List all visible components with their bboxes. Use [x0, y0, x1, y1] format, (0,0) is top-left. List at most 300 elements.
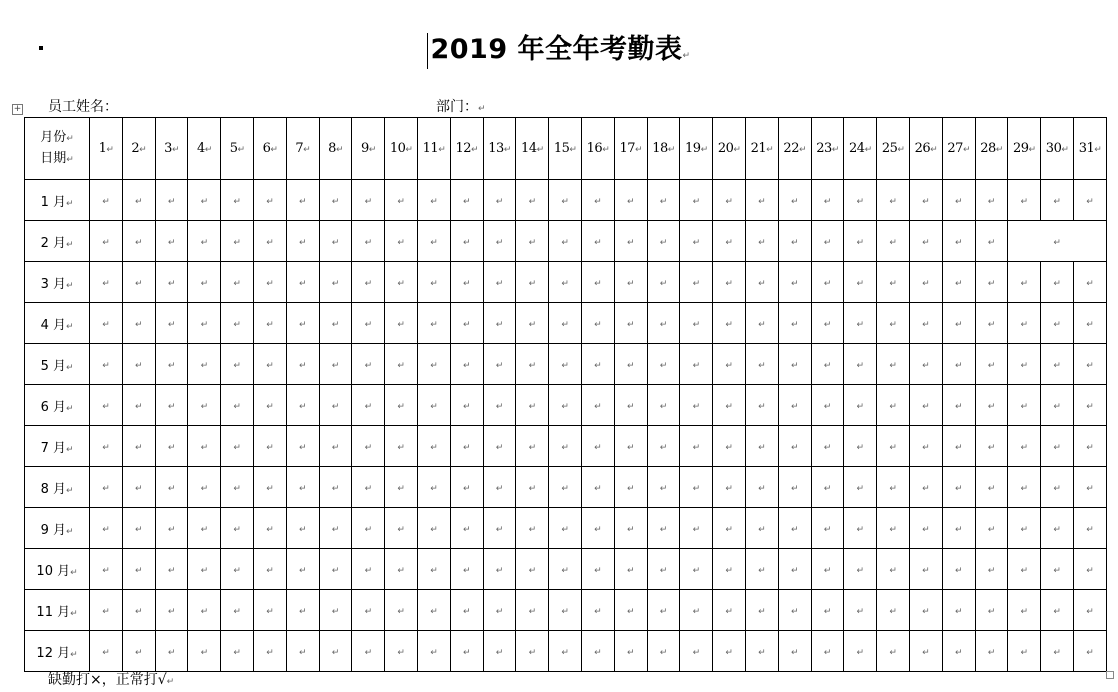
attendance-cell[interactable] — [614, 221, 647, 262]
month-label-cell[interactable] — [25, 631, 90, 672]
attendance-cell[interactable] — [713, 303, 746, 344]
attendance-cell[interactable] — [319, 426, 352, 467]
attendance-cell[interactable] — [188, 180, 221, 221]
attendance-cell[interactable] — [844, 426, 877, 467]
attendance-cell[interactable] — [582, 631, 615, 672]
attendance-cell[interactable] — [877, 180, 910, 221]
attendance-cell[interactable] — [516, 426, 549, 467]
attendance-cell[interactable] — [811, 180, 844, 221]
attendance-cell[interactable] — [450, 180, 483, 221]
attendance-cell[interactable] — [877, 262, 910, 303]
attendance-cell[interactable] — [549, 508, 582, 549]
attendance-cell[interactable] — [680, 262, 713, 303]
attendance-cell[interactable] — [319, 631, 352, 672]
attendance-cell[interactable] — [516, 508, 549, 549]
attendance-cell[interactable] — [385, 303, 418, 344]
attendance-cell[interactable] — [188, 385, 221, 426]
attendance-cell[interactable] — [582, 385, 615, 426]
attendance-cell[interactable] — [844, 221, 877, 262]
attendance-cell[interactable] — [155, 508, 188, 549]
attendance-cell[interactable] — [418, 180, 451, 221]
attendance-cell[interactable] — [1074, 631, 1107, 672]
attendance-cell[interactable] — [1041, 303, 1074, 344]
attendance-cell[interactable] — [319, 180, 352, 221]
attendance-cell[interactable] — [155, 221, 188, 262]
attendance-cell[interactable] — [910, 262, 943, 303]
attendance-cell[interactable] — [975, 590, 1008, 631]
attendance-cell[interactable] — [680, 180, 713, 221]
attendance-cell[interactable] — [549, 467, 582, 508]
attendance-cell[interactable] — [155, 180, 188, 221]
attendance-cell[interactable] — [746, 303, 779, 344]
merged-empty-cell[interactable] — [1074, 508, 1107, 549]
attendance-cell[interactable] — [122, 508, 155, 549]
month-label-cell[interactable] — [25, 344, 90, 385]
attendance-cell[interactable] — [1041, 631, 1074, 672]
attendance-cell[interactable] — [1074, 426, 1107, 467]
attendance-cell[interactable] — [713, 549, 746, 590]
attendance-cell[interactable] — [221, 262, 254, 303]
attendance-cell[interactable] — [188, 590, 221, 631]
attendance-cell[interactable] — [418, 590, 451, 631]
attendance-cell[interactable] — [221, 549, 254, 590]
attendance-cell[interactable] — [877, 303, 910, 344]
attendance-cell[interactable] — [910, 549, 943, 590]
attendance-cell[interactable] — [286, 426, 319, 467]
attendance-cell[interactable] — [319, 549, 352, 590]
attendance-cell[interactable] — [910, 426, 943, 467]
attendance-cell[interactable] — [877, 426, 910, 467]
attendance-cell[interactable] — [549, 262, 582, 303]
attendance-cell[interactable] — [90, 262, 123, 303]
attendance-cell[interactable] — [286, 631, 319, 672]
attendance-cell[interactable] — [877, 508, 910, 549]
attendance-cell[interactable] — [352, 549, 385, 590]
attendance-cell[interactable] — [188, 508, 221, 549]
attendance-cell[interactable] — [680, 508, 713, 549]
attendance-cell[interactable] — [614, 508, 647, 549]
attendance-cell[interactable] — [680, 590, 713, 631]
day-header-cell[interactable] — [319, 118, 352, 180]
attendance-cell[interactable] — [286, 590, 319, 631]
attendance-cell[interactable] — [647, 508, 680, 549]
attendance-cell[interactable] — [549, 385, 582, 426]
attendance-cell[interactable] — [975, 262, 1008, 303]
attendance-cell[interactable] — [221, 303, 254, 344]
attendance-cell[interactable] — [286, 180, 319, 221]
attendance-cell[interactable] — [549, 344, 582, 385]
attendance-cell[interactable] — [1041, 262, 1074, 303]
day-header-cell[interactable] — [713, 118, 746, 180]
attendance-cell[interactable] — [844, 549, 877, 590]
attendance-cell[interactable] — [647, 549, 680, 590]
attendance-cell[interactable] — [188, 549, 221, 590]
day-header-cell[interactable] — [221, 118, 254, 180]
attendance-cell[interactable] — [713, 631, 746, 672]
attendance-cell[interactable] — [483, 549, 516, 590]
attendance-cell[interactable] — [90, 344, 123, 385]
day-header-cell[interactable] — [254, 118, 287, 180]
attendance-cell[interactable] — [286, 467, 319, 508]
attendance-cell[interactable] — [614, 385, 647, 426]
attendance-cell[interactable] — [286, 303, 319, 344]
attendance-cell[interactable] — [155, 344, 188, 385]
attendance-cell[interactable] — [1008, 467, 1041, 508]
attendance-cell[interactable] — [713, 262, 746, 303]
attendance-cell[interactable] — [811, 303, 844, 344]
table-resize-handle[interactable] — [1106, 671, 1114, 679]
attendance-cell[interactable] — [319, 303, 352, 344]
attendance-cell[interactable] — [778, 180, 811, 221]
month-label-cell[interactable] — [25, 385, 90, 426]
attendance-cell[interactable] — [942, 590, 975, 631]
day-header-cell[interactable] — [286, 118, 319, 180]
attendance-cell[interactable] — [844, 262, 877, 303]
attendance-cell[interactable] — [680, 385, 713, 426]
attendance-cell[interactable] — [385, 426, 418, 467]
day-header-cell[interactable] — [614, 118, 647, 180]
attendance-cell[interactable] — [352, 590, 385, 631]
attendance-cell[interactable] — [254, 303, 287, 344]
attendance-cell[interactable] — [877, 385, 910, 426]
attendance-cell[interactable] — [188, 344, 221, 385]
attendance-cell[interactable] — [1041, 180, 1074, 221]
attendance-cell[interactable] — [122, 221, 155, 262]
attendance-cell[interactable] — [713, 344, 746, 385]
attendance-cell[interactable] — [582, 549, 615, 590]
attendance-cell[interactable] — [713, 426, 746, 467]
attendance-cell[interactable] — [1041, 508, 1074, 549]
attendance-cell[interactable] — [516, 467, 549, 508]
attendance-cell[interactable] — [450, 303, 483, 344]
attendance-cell[interactable] — [582, 303, 615, 344]
attendance-cell[interactable] — [1008, 631, 1041, 672]
attendance-cell[interactable] — [582, 590, 615, 631]
attendance-cell[interactable] — [778, 221, 811, 262]
attendance-cell[interactable] — [286, 508, 319, 549]
attendance-cell[interactable] — [319, 590, 352, 631]
attendance-cell[interactable] — [1041, 344, 1074, 385]
day-header-cell[interactable] — [90, 118, 123, 180]
attendance-cell[interactable] — [155, 426, 188, 467]
day-header-cell[interactable] — [942, 118, 975, 180]
attendance-cell[interactable] — [352, 385, 385, 426]
attendance-cell[interactable] — [910, 344, 943, 385]
attendance-cell[interactable] — [1008, 385, 1041, 426]
attendance-cell[interactable] — [1074, 180, 1107, 221]
day-header-cell[interactable] — [910, 118, 943, 180]
attendance-cell[interactable] — [483, 303, 516, 344]
attendance-cell[interactable] — [614, 631, 647, 672]
attendance-cell[interactable] — [286, 221, 319, 262]
attendance-cell[interactable] — [647, 631, 680, 672]
attendance-cell[interactable] — [746, 631, 779, 672]
corner-cell[interactable] — [25, 118, 90, 180]
day-header-cell[interactable] — [1041, 118, 1074, 180]
attendance-cell[interactable] — [942, 426, 975, 467]
day-header-cell[interactable] — [418, 118, 451, 180]
day-header-cell[interactable] — [811, 118, 844, 180]
attendance-cell[interactable] — [844, 590, 877, 631]
attendance-cell[interactable] — [385, 262, 418, 303]
attendance-cell[interactable] — [385, 467, 418, 508]
attendance-cell[interactable] — [1074, 467, 1107, 508]
attendance-cell[interactable] — [385, 508, 418, 549]
attendance-cell[interactable] — [975, 467, 1008, 508]
attendance-cell[interactable] — [352, 508, 385, 549]
attendance-cell[interactable] — [1008, 590, 1041, 631]
merged-empty-cell[interactable] — [1074, 385, 1107, 426]
department-field[interactable] — [436, 98, 486, 118]
attendance-cell[interactable] — [254, 590, 287, 631]
attendance-cell[interactable] — [254, 344, 287, 385]
attendance-cell[interactable] — [582, 344, 615, 385]
attendance-cell[interactable] — [1008, 508, 1041, 549]
attendance-cell[interactable] — [1041, 590, 1074, 631]
attendance-cell[interactable] — [1008, 262, 1041, 303]
day-header-cell[interactable] — [122, 118, 155, 180]
attendance-cell[interactable] — [746, 590, 779, 631]
day-header-cell[interactable] — [647, 118, 680, 180]
attendance-cell[interactable] — [418, 631, 451, 672]
day-header-cell[interactable] — [352, 118, 385, 180]
attendance-cell[interactable] — [778, 508, 811, 549]
attendance-cell[interactable] — [352, 426, 385, 467]
attendance-cell[interactable] — [713, 467, 746, 508]
attendance-cell[interactable] — [549, 426, 582, 467]
attendance-cell[interactable] — [319, 221, 352, 262]
attendance-cell[interactable] — [713, 590, 746, 631]
attendance-cell[interactable] — [844, 344, 877, 385]
day-header-cell[interactable] — [385, 118, 418, 180]
attendance-cell[interactable] — [910, 508, 943, 549]
attendance-cell[interactable] — [450, 631, 483, 672]
attendance-cell[interactable] — [352, 344, 385, 385]
attendance-cell[interactable] — [746, 467, 779, 508]
day-header-cell[interactable] — [450, 118, 483, 180]
attendance-cell[interactable] — [1008, 303, 1041, 344]
attendance-cell[interactable] — [483, 467, 516, 508]
attendance-cell[interactable] — [942, 385, 975, 426]
attendance-cell[interactable] — [910, 590, 943, 631]
attendance-cell[interactable] — [811, 508, 844, 549]
attendance-cell[interactable] — [746, 344, 779, 385]
attendance-cell[interactable] — [1008, 180, 1041, 221]
attendance-cell[interactable] — [647, 180, 680, 221]
attendance-cell[interactable] — [746, 508, 779, 549]
attendance-cell[interactable] — [155, 549, 188, 590]
attendance-cell[interactable] — [844, 467, 877, 508]
attendance-cell[interactable] — [319, 262, 352, 303]
attendance-cell[interactable] — [778, 590, 811, 631]
day-header-cell[interactable] — [1008, 118, 1041, 180]
attendance-cell[interactable] — [450, 344, 483, 385]
month-label-cell[interactable] — [25, 508, 90, 549]
attendance-cell[interactable] — [746, 385, 779, 426]
attendance-cell[interactable] — [1074, 549, 1107, 590]
attendance-cell[interactable] — [975, 303, 1008, 344]
attendance-cell[interactable] — [221, 590, 254, 631]
attendance-cell[interactable] — [385, 631, 418, 672]
month-label-cell[interactable] — [25, 221, 90, 262]
attendance-cell[interactable] — [155, 262, 188, 303]
month-label-cell[interactable] — [25, 426, 90, 467]
attendance-cell[interactable] — [811, 549, 844, 590]
month-label-cell[interactable] — [25, 590, 90, 631]
day-header-cell[interactable] — [483, 118, 516, 180]
attendance-cell[interactable] — [254, 262, 287, 303]
attendance-cell[interactable] — [614, 426, 647, 467]
attendance-cell[interactable] — [582, 426, 615, 467]
attendance-cell[interactable] — [122, 344, 155, 385]
attendance-cell[interactable] — [385, 221, 418, 262]
attendance-cell[interactable] — [90, 180, 123, 221]
attendance-cell[interactable] — [90, 631, 123, 672]
attendance-cell[interactable] — [155, 590, 188, 631]
attendance-cell[interactable] — [516, 221, 549, 262]
attendance-cell[interactable] — [647, 303, 680, 344]
attendance-cell[interactable] — [844, 631, 877, 672]
day-header-cell[interactable] — [844, 118, 877, 180]
attendance-cell[interactable] — [90, 549, 123, 590]
attendance-cell[interactable] — [680, 631, 713, 672]
attendance-cell[interactable] — [680, 221, 713, 262]
attendance-cell[interactable] — [910, 385, 943, 426]
attendance-cell[interactable] — [221, 221, 254, 262]
attendance-cell[interactable] — [516, 180, 549, 221]
attendance-cell[interactable] — [549, 221, 582, 262]
day-header-cell[interactable] — [746, 118, 779, 180]
attendance-cell[interactable] — [221, 385, 254, 426]
attendance-cell[interactable] — [450, 221, 483, 262]
attendance-cell[interactable] — [746, 426, 779, 467]
attendance-cell[interactable] — [1041, 426, 1074, 467]
attendance-cell[interactable] — [975, 385, 1008, 426]
attendance-cell[interactable] — [942, 344, 975, 385]
merged-empty-cell[interactable] — [1008, 221, 1107, 262]
month-label-cell[interactable] — [25, 549, 90, 590]
attendance-cell[interactable] — [352, 467, 385, 508]
attendance-cell[interactable] — [811, 262, 844, 303]
attendance-cell[interactable] — [746, 549, 779, 590]
month-label-cell[interactable] — [25, 467, 90, 508]
attendance-cell[interactable] — [188, 467, 221, 508]
attendance-cell[interactable] — [778, 303, 811, 344]
attendance-cell[interactable] — [910, 303, 943, 344]
month-label-cell[interactable] — [25, 262, 90, 303]
attendance-cell[interactable] — [450, 549, 483, 590]
attendance-cell[interactable] — [647, 590, 680, 631]
attendance-cell[interactable] — [680, 467, 713, 508]
month-label-cell[interactable] — [25, 180, 90, 221]
attendance-cell[interactable] — [418, 467, 451, 508]
attendance-cell[interactable] — [385, 344, 418, 385]
attendance-cell[interactable] — [778, 631, 811, 672]
day-header-cell[interactable] — [1074, 118, 1107, 180]
attendance-cell[interactable] — [221, 344, 254, 385]
attendance-cell[interactable] — [614, 262, 647, 303]
attendance-cell[interactable] — [975, 344, 1008, 385]
attendance-cell[interactable] — [910, 467, 943, 508]
attendance-cell[interactable] — [90, 303, 123, 344]
attendance-cell[interactable] — [418, 426, 451, 467]
attendance-cell[interactable] — [1041, 385, 1074, 426]
attendance-cell[interactable] — [647, 262, 680, 303]
attendance-cell[interactable] — [221, 180, 254, 221]
attendance-cell[interactable] — [811, 426, 844, 467]
move-handle-icon[interactable]: + — [13, 104, 22, 114]
attendance-cell[interactable] — [1008, 426, 1041, 467]
attendance-cell[interactable] — [122, 631, 155, 672]
attendance-cell[interactable] — [254, 467, 287, 508]
attendance-cell[interactable] — [221, 631, 254, 672]
attendance-cell[interactable] — [483, 262, 516, 303]
attendance-cell[interactable] — [418, 303, 451, 344]
attendance-cell[interactable] — [877, 221, 910, 262]
attendance-cell[interactable] — [877, 631, 910, 672]
attendance-cell[interactable] — [844, 385, 877, 426]
attendance-cell[interactable] — [90, 385, 123, 426]
attendance-cell[interactable] — [778, 426, 811, 467]
attendance-cell[interactable] — [877, 549, 910, 590]
attendance-cell[interactable] — [549, 590, 582, 631]
attendance-cell[interactable] — [1041, 549, 1074, 590]
attendance-cell[interactable] — [713, 180, 746, 221]
attendance-cell[interactable] — [286, 344, 319, 385]
attendance-cell[interactable] — [582, 221, 615, 262]
attendance-cell[interactable] — [647, 221, 680, 262]
attendance-cell[interactable] — [122, 467, 155, 508]
attendance-cell[interactable] — [877, 467, 910, 508]
attendance-cell[interactable] — [385, 590, 418, 631]
attendance-cell[interactable] — [483, 344, 516, 385]
attendance-cell[interactable] — [155, 467, 188, 508]
attendance-cell[interactable] — [910, 631, 943, 672]
day-header-cell[interactable] — [155, 118, 188, 180]
attendance-cell[interactable] — [942, 467, 975, 508]
attendance-cell[interactable] — [1008, 549, 1041, 590]
attendance-cell[interactable] — [877, 590, 910, 631]
attendance-cell[interactable] — [811, 590, 844, 631]
attendance-cell[interactable] — [713, 508, 746, 549]
attendance-cell[interactable] — [614, 344, 647, 385]
employee-name-field[interactable] — [48, 98, 118, 116]
attendance-cell[interactable] — [188, 262, 221, 303]
attendance-cell[interactable] — [811, 221, 844, 262]
attendance-cell[interactable] — [582, 467, 615, 508]
attendance-cell[interactable] — [155, 631, 188, 672]
attendance-cell[interactable] — [155, 385, 188, 426]
attendance-cell[interactable] — [254, 385, 287, 426]
attendance-cell[interactable] — [975, 508, 1008, 549]
attendance-cell[interactable] — [1074, 262, 1107, 303]
attendance-cell[interactable] — [582, 262, 615, 303]
attendance-cell[interactable] — [942, 631, 975, 672]
merged-empty-cell[interactable] — [1074, 590, 1107, 631]
attendance-cell[interactable] — [319, 508, 352, 549]
attendance-cell[interactable] — [188, 631, 221, 672]
attendance-cell[interactable] — [90, 590, 123, 631]
attendance-cell[interactable] — [549, 303, 582, 344]
attendance-cell[interactable] — [778, 385, 811, 426]
attendance-cell[interactable] — [254, 221, 287, 262]
attendance-cell[interactable] — [746, 221, 779, 262]
attendance-cell[interactable] — [680, 426, 713, 467]
day-header-cell[interactable] — [680, 118, 713, 180]
attendance-cell[interactable] — [1074, 344, 1107, 385]
attendance-cell[interactable] — [418, 549, 451, 590]
attendance-cell[interactable] — [811, 344, 844, 385]
